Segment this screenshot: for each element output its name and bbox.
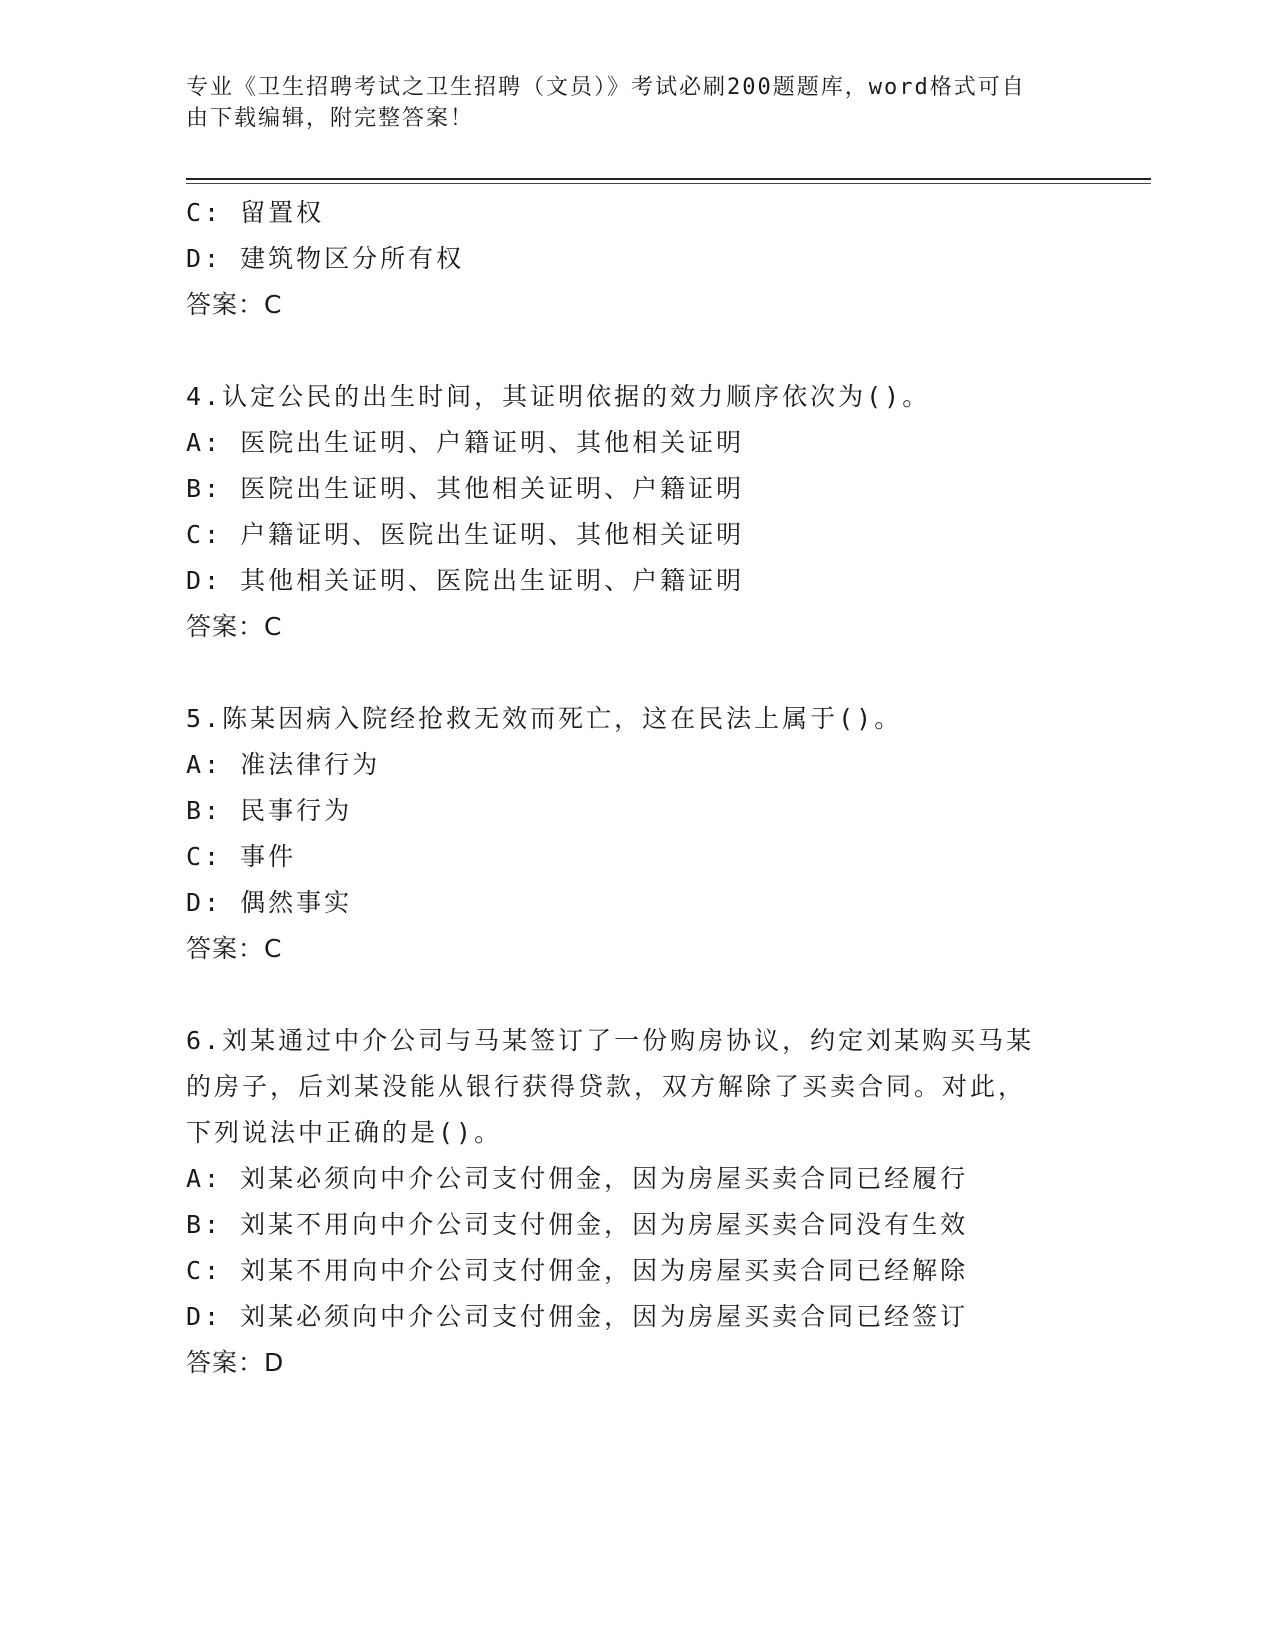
option-d: D: 建筑物区分所有权 [186, 244, 465, 273]
header-divider-thin [186, 183, 1151, 184]
option-b: B: 医院出生证明、其他相关证明、户籍证明 [186, 474, 745, 503]
question-text: 4.认定公民的出生时间，其证明依据的效力顺序依次为()。 [186, 382, 931, 411]
spacer [186, 972, 1116, 1018]
question-fragment [186, 190, 1116, 328]
option-b: B: 民事行为 [186, 796, 353, 825]
option-c: C: 留置权 [186, 198, 325, 227]
header-line-2: 由下载编辑，附完整答案！ [186, 106, 475, 131]
option-a: A: 刘某必须向中介公司支付佣金，因为房屋买卖合同已经履行 [186, 1164, 969, 1193]
option-d: D: 其他相关证明、医院出生证明、户籍证明 [186, 566, 745, 595]
question-text-line-3: 下列说法中正确的是()。 [186, 1118, 503, 1147]
document-header [186, 72, 1066, 134]
option-c: C: 事件 [186, 842, 297, 871]
option-a: A: 准法律行为 [186, 750, 381, 779]
question-5 [186, 696, 1116, 972]
header-line-1: 专业《卫生招聘考试之卫生招聘（文员）》考试必刷200题题库，word格式可自 [186, 75, 1026, 100]
question-4 [186, 374, 1116, 650]
option-c: C: 刘某不用向中介公司支付佣金，因为房屋买卖合同已经解除 [186, 1256, 969, 1285]
question-text: 5.陈某因病入院经抢救无效而死亡，这在民法上属于()。 [186, 704, 903, 733]
spacer [186, 650, 1116, 696]
option-b: B: 刘某不用向中介公司支付佣金，因为房屋买卖合同没有生效 [186, 1210, 969, 1239]
answer-text: 答案：C [186, 612, 283, 641]
spacer [186, 328, 1116, 374]
question-6 [186, 1018, 1116, 1386]
answer-text: 答案：C [186, 290, 283, 319]
question-list [186, 190, 1116, 1386]
answer-text: 答案：D [186, 1348, 285, 1377]
header-divider-thick [186, 178, 1151, 180]
option-c: C: 户籍证明、医院出生证明、其他相关证明 [186, 520, 745, 549]
option-a: A: 医院出生证明、户籍证明、其他相关证明 [186, 428, 745, 457]
question-text-line-2: 的房子，后刘某没能从银行获得贷款，双方解除了买卖合同。对此， [186, 1072, 1027, 1101]
option-d: D: 刘某必须向中介公司支付佣金，因为房屋买卖合同已经签订 [186, 1302, 969, 1331]
question-text-line-1: 6.刘某通过中介公司与马某签订了一份购房协议，约定刘某购买马某 [186, 1026, 1035, 1055]
answer-text: 答案：C [186, 934, 283, 963]
option-d: D: 偶然事实 [186, 888, 353, 917]
